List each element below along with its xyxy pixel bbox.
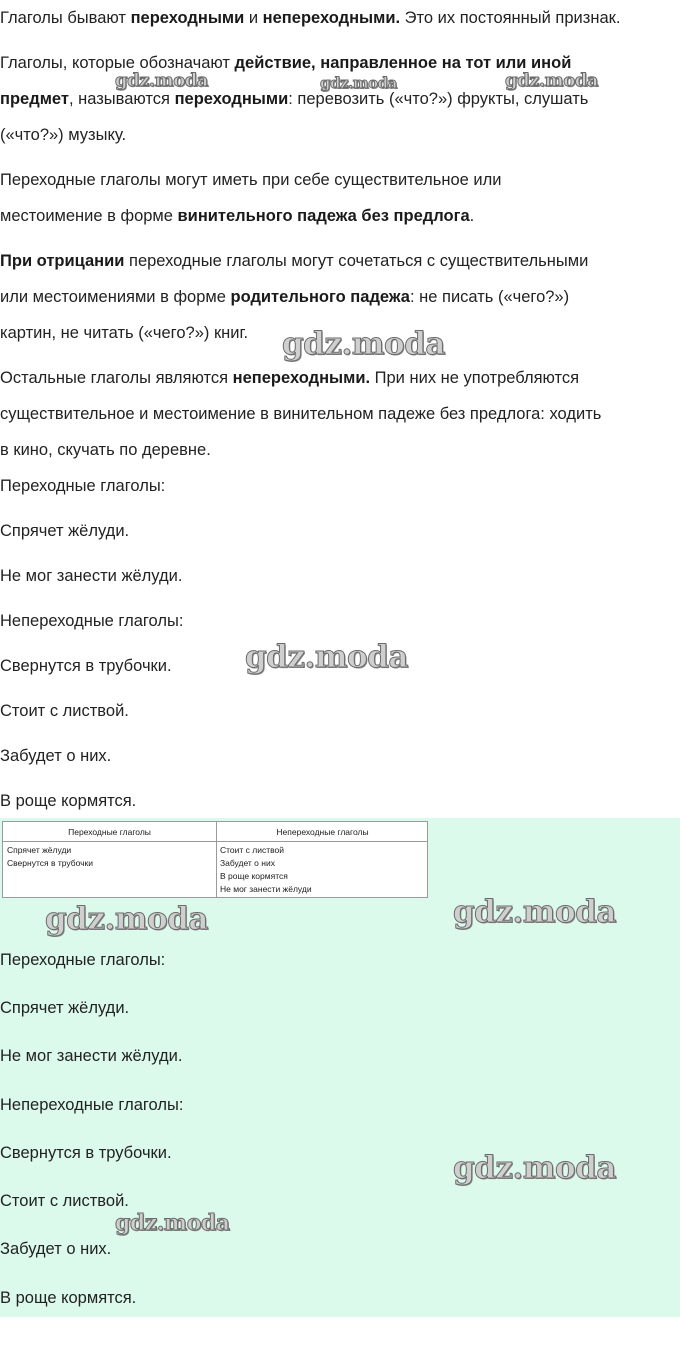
theory-paragraph-2-line-3: («что?») музыку. — [0, 126, 127, 144]
theory-paragraph-3-line-2: местоимение в форме винительного падежа без предлога. — [0, 207, 475, 225]
table-cell: Стоит с листвой — [220, 845, 285, 855]
table-cell: Спрячет жёлуди — [7, 845, 72, 855]
theory-paragraph-3-line-1: Переходные глаголы могут иметь при себе существительное или — [0, 171, 502, 189]
watermark-logo: gdz.moda — [505, 70, 598, 91]
watermark-logo: gdz.moda — [45, 901, 208, 937]
answer2-transitive-item: Спрячет жёлуди. — [0, 999, 130, 1017]
answer2-intransitive-item: В роще кормятся. — [0, 1289, 137, 1307]
scanned-answer-table — [2, 821, 428, 898]
watermark-logo: gdz.moda — [115, 70, 208, 91]
table-cell: Не мог занести жёлуди — [220, 884, 312, 894]
table-header-transitive: Переходные глаголы — [68, 827, 151, 837]
answer1-intransitive-item: В роще кормятся. — [0, 792, 137, 810]
watermark-logo: gdz.moda — [115, 1210, 230, 1236]
answer2-intransitive-item: Стоит с листвой. — [0, 1192, 129, 1210]
answer2-transitive-item: Не мог занести жёлуди. — [0, 1047, 183, 1065]
table-header-intransitive: Непереходные глаголы — [276, 827, 369, 837]
answer1-intransitive-item: Свернутся в трубочки. — [0, 657, 172, 675]
answer2-intransitive-item: Забудет о них. — [0, 1240, 112, 1258]
watermark-logo: gdz.moda — [245, 639, 408, 675]
theory-paragraph-4-line-3: картин, не читать («чего?») книг. — [0, 324, 249, 342]
table-cell: Забудет о них — [220, 858, 275, 868]
watermark-logo: gdz.moda — [282, 326, 445, 362]
theory-paragraph-4-line-1: При отрицании переходные глаголы могут сочетаться с существительными — [0, 252, 589, 270]
answer1-intransitive-heading: Непереходные глаголы: — [0, 612, 184, 630]
table-cell: В роще кормятся — [220, 871, 288, 881]
theory-paragraph-1: Глаголы бывают переходными и непереходными. Это их постоянный признак. — [0, 9, 621, 27]
theory-paragraph-4-line-2: или местоимениями в форме родительного падежа: не писать («чего?») — [0, 288, 570, 306]
theory-paragraph-5-line-3: в кино, скучать по деревне. — [0, 441, 211, 459]
theory-paragraph-5-line-2: существительное и местоимение в винительном падеже без предлога: ходить — [0, 405, 602, 423]
answer1-intransitive-item: Стоит с листвой. — [0, 702, 129, 720]
theory-paragraph-5-line-1: Остальные глаголы являются непереходными. При них не употребляются — [0, 369, 580, 387]
watermark-logo: gdz.moda — [320, 74, 397, 92]
watermark-logo: gdz.moda — [453, 1150, 616, 1186]
answer1-transitive-heading: Переходные глаголы: — [0, 477, 166, 495]
answer2-intransitive-heading: Непереходные глаголы: — [0, 1096, 184, 1114]
answer2-intransitive-item: Свернутся в трубочки. — [0, 1144, 172, 1162]
theory-paragraph-2-line-2: предмет, называются переходными: перевозить («что?») фрукты, слушать — [0, 90, 589, 108]
answer1-transitive-item: Не мог занести жёлуди. — [0, 567, 183, 585]
table-cell: Свернутся в трубочки — [7, 858, 94, 868]
theory-paragraph-2-line-1: Глаголы, которые обозначают действие, направленное на тот или иной — [0, 54, 572, 72]
table-header-divider — [3, 841, 427, 842]
watermark-logo: gdz.moda — [453, 894, 616, 930]
answer1-intransitive-item: Забудет о них. — [0, 747, 112, 765]
answer2-transitive-heading: Переходные глаголы: — [0, 951, 166, 969]
answer1-transitive-item: Спрячет жёлуди. — [0, 522, 130, 540]
